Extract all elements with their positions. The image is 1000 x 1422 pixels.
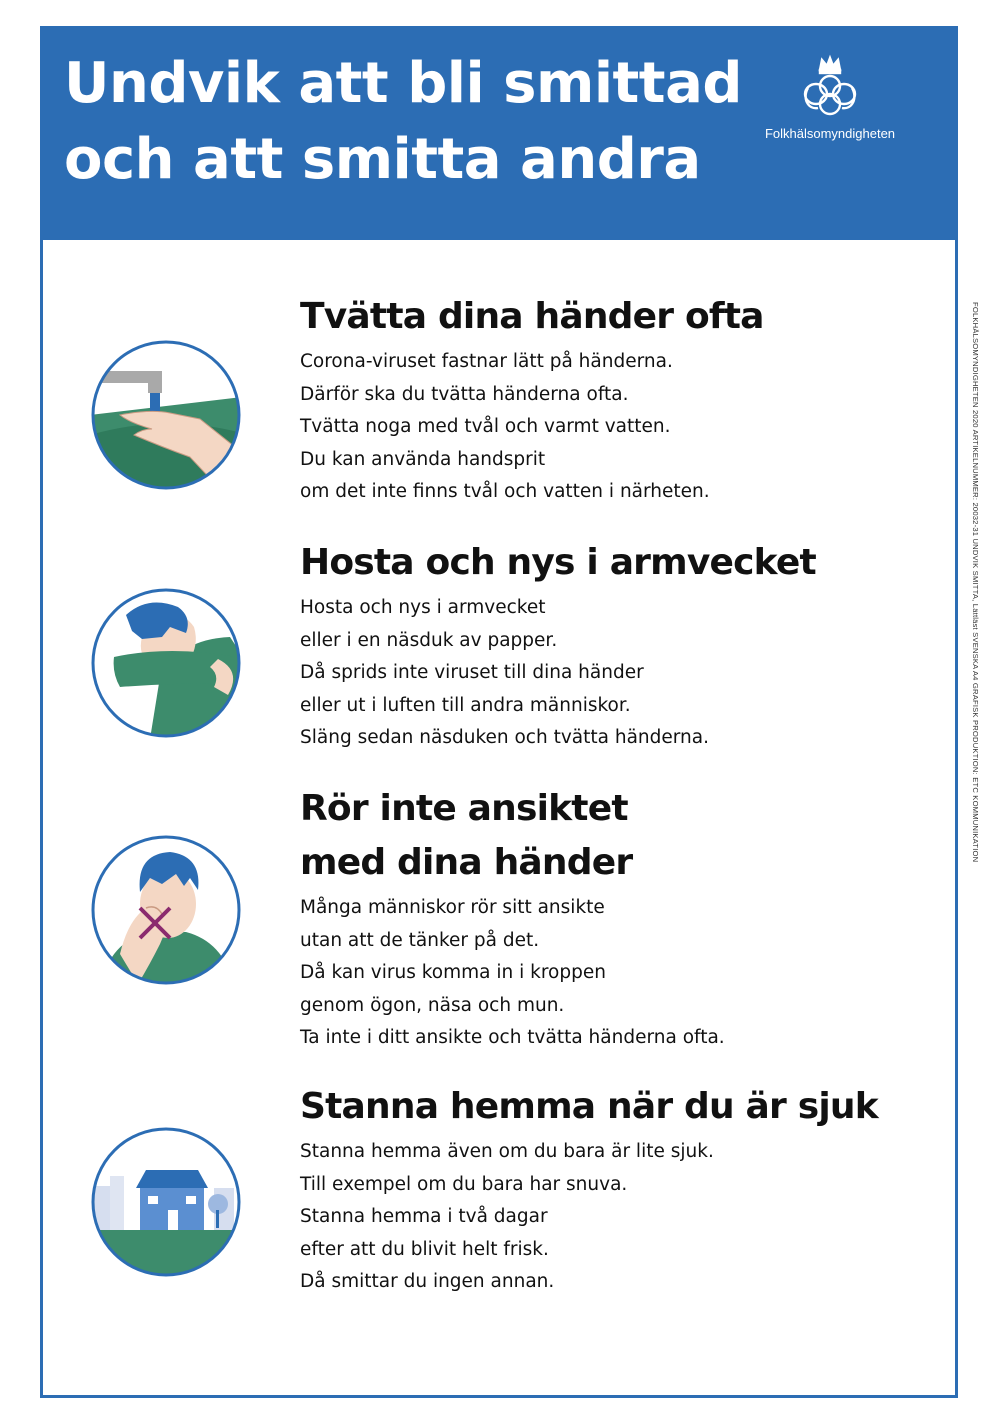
body-line: eller ut i luften till andra människor. [300,694,631,716]
section-stay-home [300,1080,920,1299]
body-line: Stanna hemma i två dagar [300,1206,548,1228]
body-line: Många människor rör sitt ansikte [300,897,605,918]
no-face-touch-icon [90,834,242,986]
heading-line: Tvätta dina händer ofta [300,296,764,337]
body-line: Släng sedan näsduken och tvätta händerna. [300,727,709,749]
section-body [300,592,920,755]
section-heading [300,782,920,890]
section-heading [300,1080,920,1134]
body-line: Ta inte i ditt ansikte och tvätta händerna ofta. [300,1027,725,1049]
heading-line: Stanna hemma när du är sjuk [300,1086,878,1127]
heading-line: med dina händer [300,842,633,883]
body-line: Därför ska du tvätta händerna ofta. [300,383,629,405]
cough-elbow-icon [90,587,242,739]
body-line: Du kan använda handsprit [300,448,546,470]
heading-line: Rör inte ansiktet [300,788,628,829]
section-body [300,346,920,509]
body-line: Till exempel om du bara har snuva. [300,1173,628,1195]
body-line: Stanna hemma även om du bara är lite sjuk. [300,1141,714,1162]
body-line: eller i en näsduk av papper. [300,629,558,651]
section-body [300,892,920,1055]
body-line: Då sprids inte viruset till dina händer [300,662,644,684]
body-line: om det inte finns tvål och vatten i närheten. [300,481,710,503]
body-line: Hosta och nys i armvecket [300,597,546,618]
body-line: Corona-viruset fastnar lätt på händerna. [300,351,673,372]
title-line-2: och att smitta andra [64,127,701,192]
stay-home-icon [90,1126,242,1278]
heading-line: Hosta och nys i armvecket [300,542,816,583]
body-line: genom ögon, näsa och mun. [300,994,565,1016]
agency-logo [750,54,910,141]
crown-emblem-icon [798,54,862,120]
section-handwash [300,290,920,509]
body-line: Då kan virus komma in i kroppen [300,962,606,984]
section-heading [300,536,920,590]
section-face [300,782,920,1055]
handwash-icon [90,339,242,491]
section-cough [300,536,920,755]
body-line: Då smittar du ingen annan. [300,1271,555,1293]
title-line-1: Undvik att bli smittad [64,51,742,116]
section-body [300,1136,920,1299]
logo-text: Folkhälsomyndigheten [764,126,896,141]
body-line: efter att du blivit helt frisk. [300,1238,549,1260]
section-heading [300,290,920,344]
body-line: utan att de tänker på det. [300,929,540,951]
page-title [64,46,742,198]
body-line: Tvätta noga med tvål och varmt vatten. [300,416,671,438]
side-print-info: FOLKHÄLSOMYNDIGHETEN 2020 ARTIKELNUMMER: 20032-31 UNDVIK SMITTA, Lättläst SVENSKA A4 GRAFISK PRODUKTION: ETC KOMMUNIKATION [971,302,980,863]
